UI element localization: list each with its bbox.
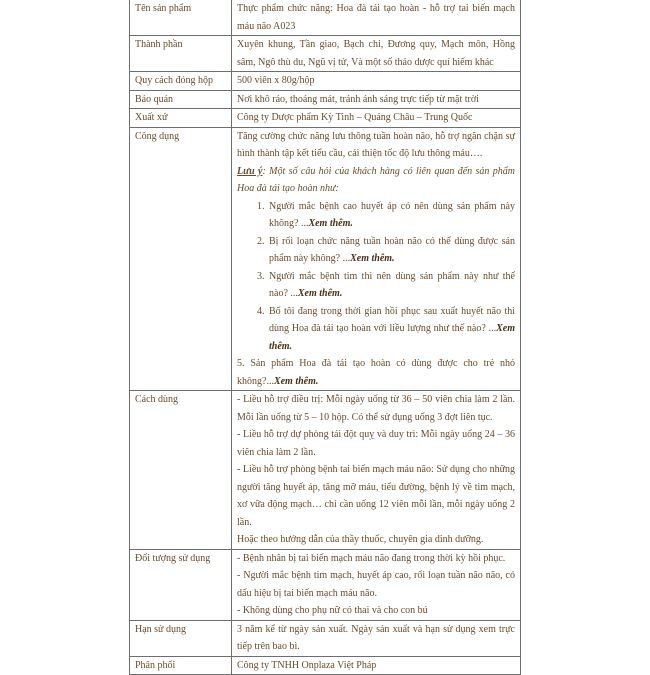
read-more-link[interactable]: Xem thêm. — [350, 253, 395, 264]
row-label: Công dụng — [130, 127, 232, 391]
row-label: Hạn sử dụng — [130, 620, 232, 656]
row-label: Đối tượng sử dụng — [130, 549, 232, 620]
row-value: Thực phẩm chức năng: Hoa đà tái tạo hoàn - hỗ trợ tai biến mạch máu não A023 — [232, 0, 521, 36]
note-text: : Một số câu hỏi của khách hàng có liên quan đến sản phẩm Hoa đà tái tạo hoàn như: — [237, 165, 515, 194]
row-value: 500 viên x 80g/hộp — [232, 72, 521, 91]
table-row — [130, 620, 521, 656]
faq-question: Bố tôi đang trong thời gian hồi phục sau xuất huyết não thì dùng Hoa đà tái tạo hoàn với liều lượng như thế nào? ... — [269, 305, 515, 334]
table-row — [130, 109, 521, 128]
row-label: Xuất xứ — [130, 109, 232, 128]
read-more-link[interactable]: Xem thêm. — [269, 323, 515, 352]
read-more-link[interactable]: Xem thêm. — [297, 288, 343, 299]
table-row — [130, 72, 521, 91]
table-row — [130, 656, 521, 675]
usage-line: Hoặc theo hướng dẫn của thầy thuốc, chuyên gia dinh dưỡng. — [237, 534, 484, 545]
usage-line: - Liều hỗ trợ phòng bệnh tai biến mạch máu não: Sử dụng cho những người tăng huyết áp, tăng mỡ máu, tiểu đường, bệnh lý về tim mạch, xơ vữa động mạch… chỉ cần uống 12 viên mỗi lần, mỗi ngày uống 2 lần. — [237, 464, 515, 528]
faq-question: Người mắc bệnh tim thì nên dùng sản phẩm này như thế nào? ... — [269, 270, 515, 299]
target-line: - Người mắc bệnh tim mạch, huyết áp cao, rối loạn tuần não não, có dấu hiệu bị tai biến mạch máu não. — [237, 570, 515, 599]
row-value: Công ty Dược phẩm Kỳ Tinh – Quảng Châu – Trung Quốc — [232, 109, 521, 128]
row-label: Quy cách đóng hộp — [130, 72, 232, 91]
faq-item — [267, 233, 515, 268]
faq-question: 5. Sản phẩm Hoa đà tái tạo hoàn có dùng được cho trẻ nhỏ không?... — [237, 358, 515, 387]
note-title: Lưu ý — [237, 165, 263, 177]
row-value: Nơi khô ráo, thoáng mát, tránh ánh sáng trực tiếp từ mặt trời — [232, 90, 521, 109]
read-more-link[interactable]: Xem thêm. — [308, 218, 353, 229]
row-value: Xuyên khung, Tần giao, Bạch chỉ, Đương quy, Mạch môn, Hồng sâm, Ngô thù du, Ngũ vị tử, Và một số thảo dược quí hiếm khác — [232, 36, 521, 72]
table-row-cach-dung — [130, 391, 521, 550]
table-row — [130, 0, 521, 36]
faq-question: Người mắc bệnh cao huyết áp có nên dùng sản phẩm này không? ... — [269, 200, 515, 229]
doi-tuong-value — [232, 549, 521, 620]
note — [237, 163, 515, 198]
row-value: Công ty TNHH Onplaza Việt Pháp — [232, 656, 521, 675]
product-spec-table — [129, 0, 521, 675]
faq-item — [267, 268, 515, 303]
cong-dung-intro: Tăng cường chức năng lưu thông tuần hoàn não, hỗ trợ ngăn chặn sự hình thành tập kết tiểu cầu, cải thiện tốc độ lưu thông máu…. — [237, 130, 515, 159]
row-label: Cách dùng — [130, 391, 232, 550]
cong-dung-value — [232, 127, 521, 391]
faq-item — [267, 303, 515, 356]
row-value: 3 năm kể từ ngày sản xuất. Ngày sản xuất và hạn sử dụng xem trực tiếp trên bao bì. — [232, 620, 521, 656]
row-label: Phân phối — [130, 656, 232, 675]
faq-item-5 — [237, 355, 515, 390]
usage-line: - Liều hỗ trợ dự phòng tái đột quỵ và duy trì: Mỗi ngày uống 24 – 36 viên chia làm 2 lần. — [237, 429, 515, 458]
faq-question: Bị rối loạn chức năng tuần hoàn não có thể dùng được sản phẩm này không? ... — [269, 235, 515, 264]
target-line: - Không dùng cho phụ nữ có thai và cho con bú — [237, 605, 428, 616]
row-label: Bảo quản — [130, 90, 232, 109]
table-row — [130, 90, 521, 109]
row-label: Thành phần — [130, 36, 232, 72]
read-more-link[interactable]: Xem thêm. — [273, 375, 319, 387]
table-row — [130, 36, 521, 72]
usage-line: - Liều hỗ trợ điều trị: Mỗi ngày uống từ 36 – 50 viên chia làm 2 lần. Mỗi lần uống từ 5 – 10 hộp. Có thể sử dụng uống 3 đợt liên tục. — [237, 394, 515, 423]
faq-item — [267, 198, 515, 233]
row-label: Tên sản phẩm — [130, 0, 232, 36]
faq-list — [237, 198, 515, 356]
target-line: - Bệnh nhân bị tai biến mạch máu não đang trong thời kỳ hồi phục. — [237, 552, 506, 564]
table-row-doi-tuong — [130, 549, 521, 620]
cach-dung-value — [232, 391, 521, 550]
table-row-cong-dung — [130, 127, 521, 391]
